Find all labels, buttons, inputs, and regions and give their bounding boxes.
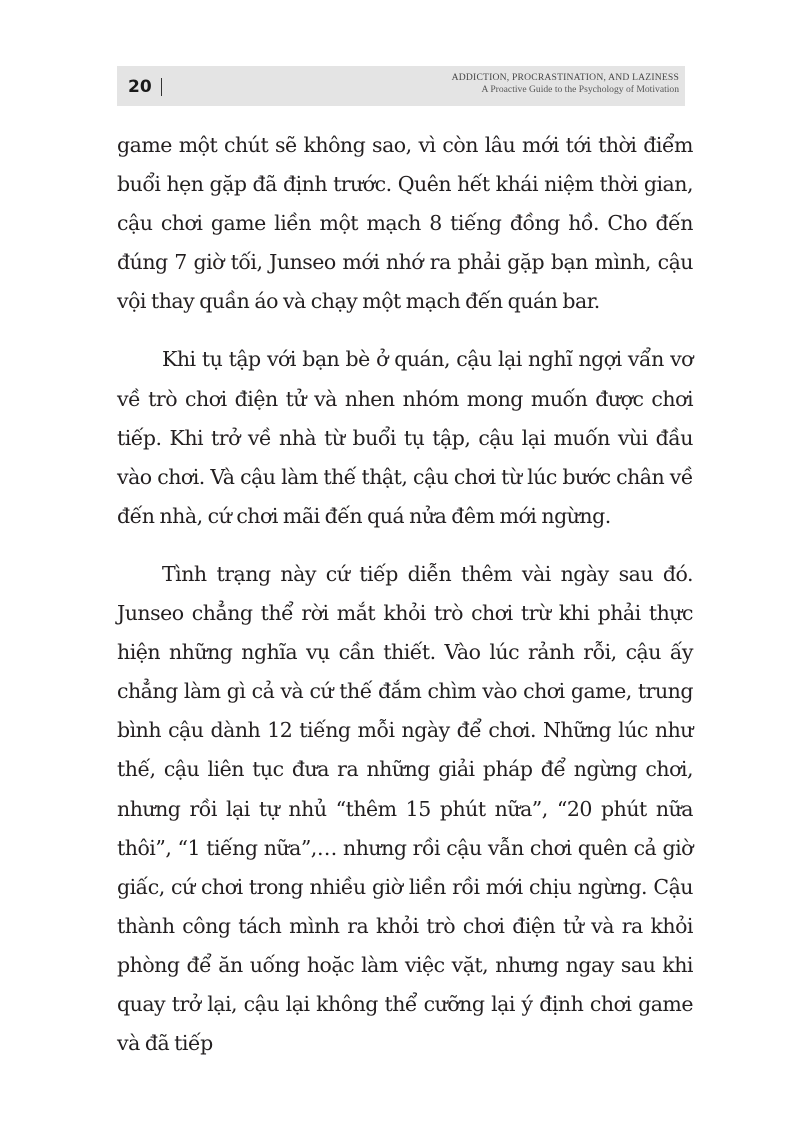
book-subtitle: A Proactive Guide to the Psychology of Motivation xyxy=(481,84,679,95)
page-number: 20 xyxy=(128,77,152,97)
paragraph: Tình trạng này cứ tiếp diễn thêm vài ngày sau đó. Junseo chẳng thể rời mắt khỏi trò chơi trừ khi phải thực hiện những nghĩa vụ cần thiết. Vào lúc rảnh rỗi, cậu ấy chẳng làm gì cả và cứ thế đắm chìm vào chơi game, trung bình cậu dành 12 tiếng mỗi ngày để chơi. Những lúc như thế, cậu liên tục đưa ra những giải pháp để ngừng chơi, nhưng rồi lại tự nhủ “thêm 15 phút nữa”, “20 phút nữa thôi”, “1 tiếng nữa”,… nhưng rồi cậu vẫn chơi quên cả giờ giấc, cứ chơi trong nhiều giờ liền rồi mới chịu ngừng. Cậu thành công tách mình ra khỏi trò chơi điện tử và ra khỏi phòng để ăn uống hoặc làm việc vặt, nhưng ngay sau khi quay trở lại, cậu lại không thể cưỡng lại ý định chơi game và đã tiếp xyxy=(117,561,693,1056)
paragraph: Khi tụ tập với bạn bè ở quán, cậu lại nghĩ ngợi vẩn vơ về trò chơi điện tử và nhen nhóm mong muốn được chơi tiếp. Khi trở về nhà từ buổi tụ tập, cậu lại muốn vùi đầu vào chơi. Và cậu làm thế thật, cậu chơi từ lúc bước chân về đến nhà, cứ chơi mãi đến quá nửa đêm mới ngừng. xyxy=(117,347,693,528)
header-divider xyxy=(161,78,162,96)
running-head xyxy=(452,72,679,96)
book-title: ADDICTION, PROCRASTINATION, AND LAZINESS xyxy=(451,72,679,83)
body-text xyxy=(117,126,693,1063)
paragraph-continued: game một chút sẽ không sao, vì còn lâu mới tới thời điểm buổi hẹn gặp đã định trước. Quên hết khái niệm thời gian, cậu chơi game liền một mạch 8 tiếng đồng hồ. Cho đến đúng 7 giờ tối, Junseo mới nhớ ra phải gặp bạn mình, cậu vội thay quần áo và chạy một mạch đến quán bar. xyxy=(117,133,693,314)
